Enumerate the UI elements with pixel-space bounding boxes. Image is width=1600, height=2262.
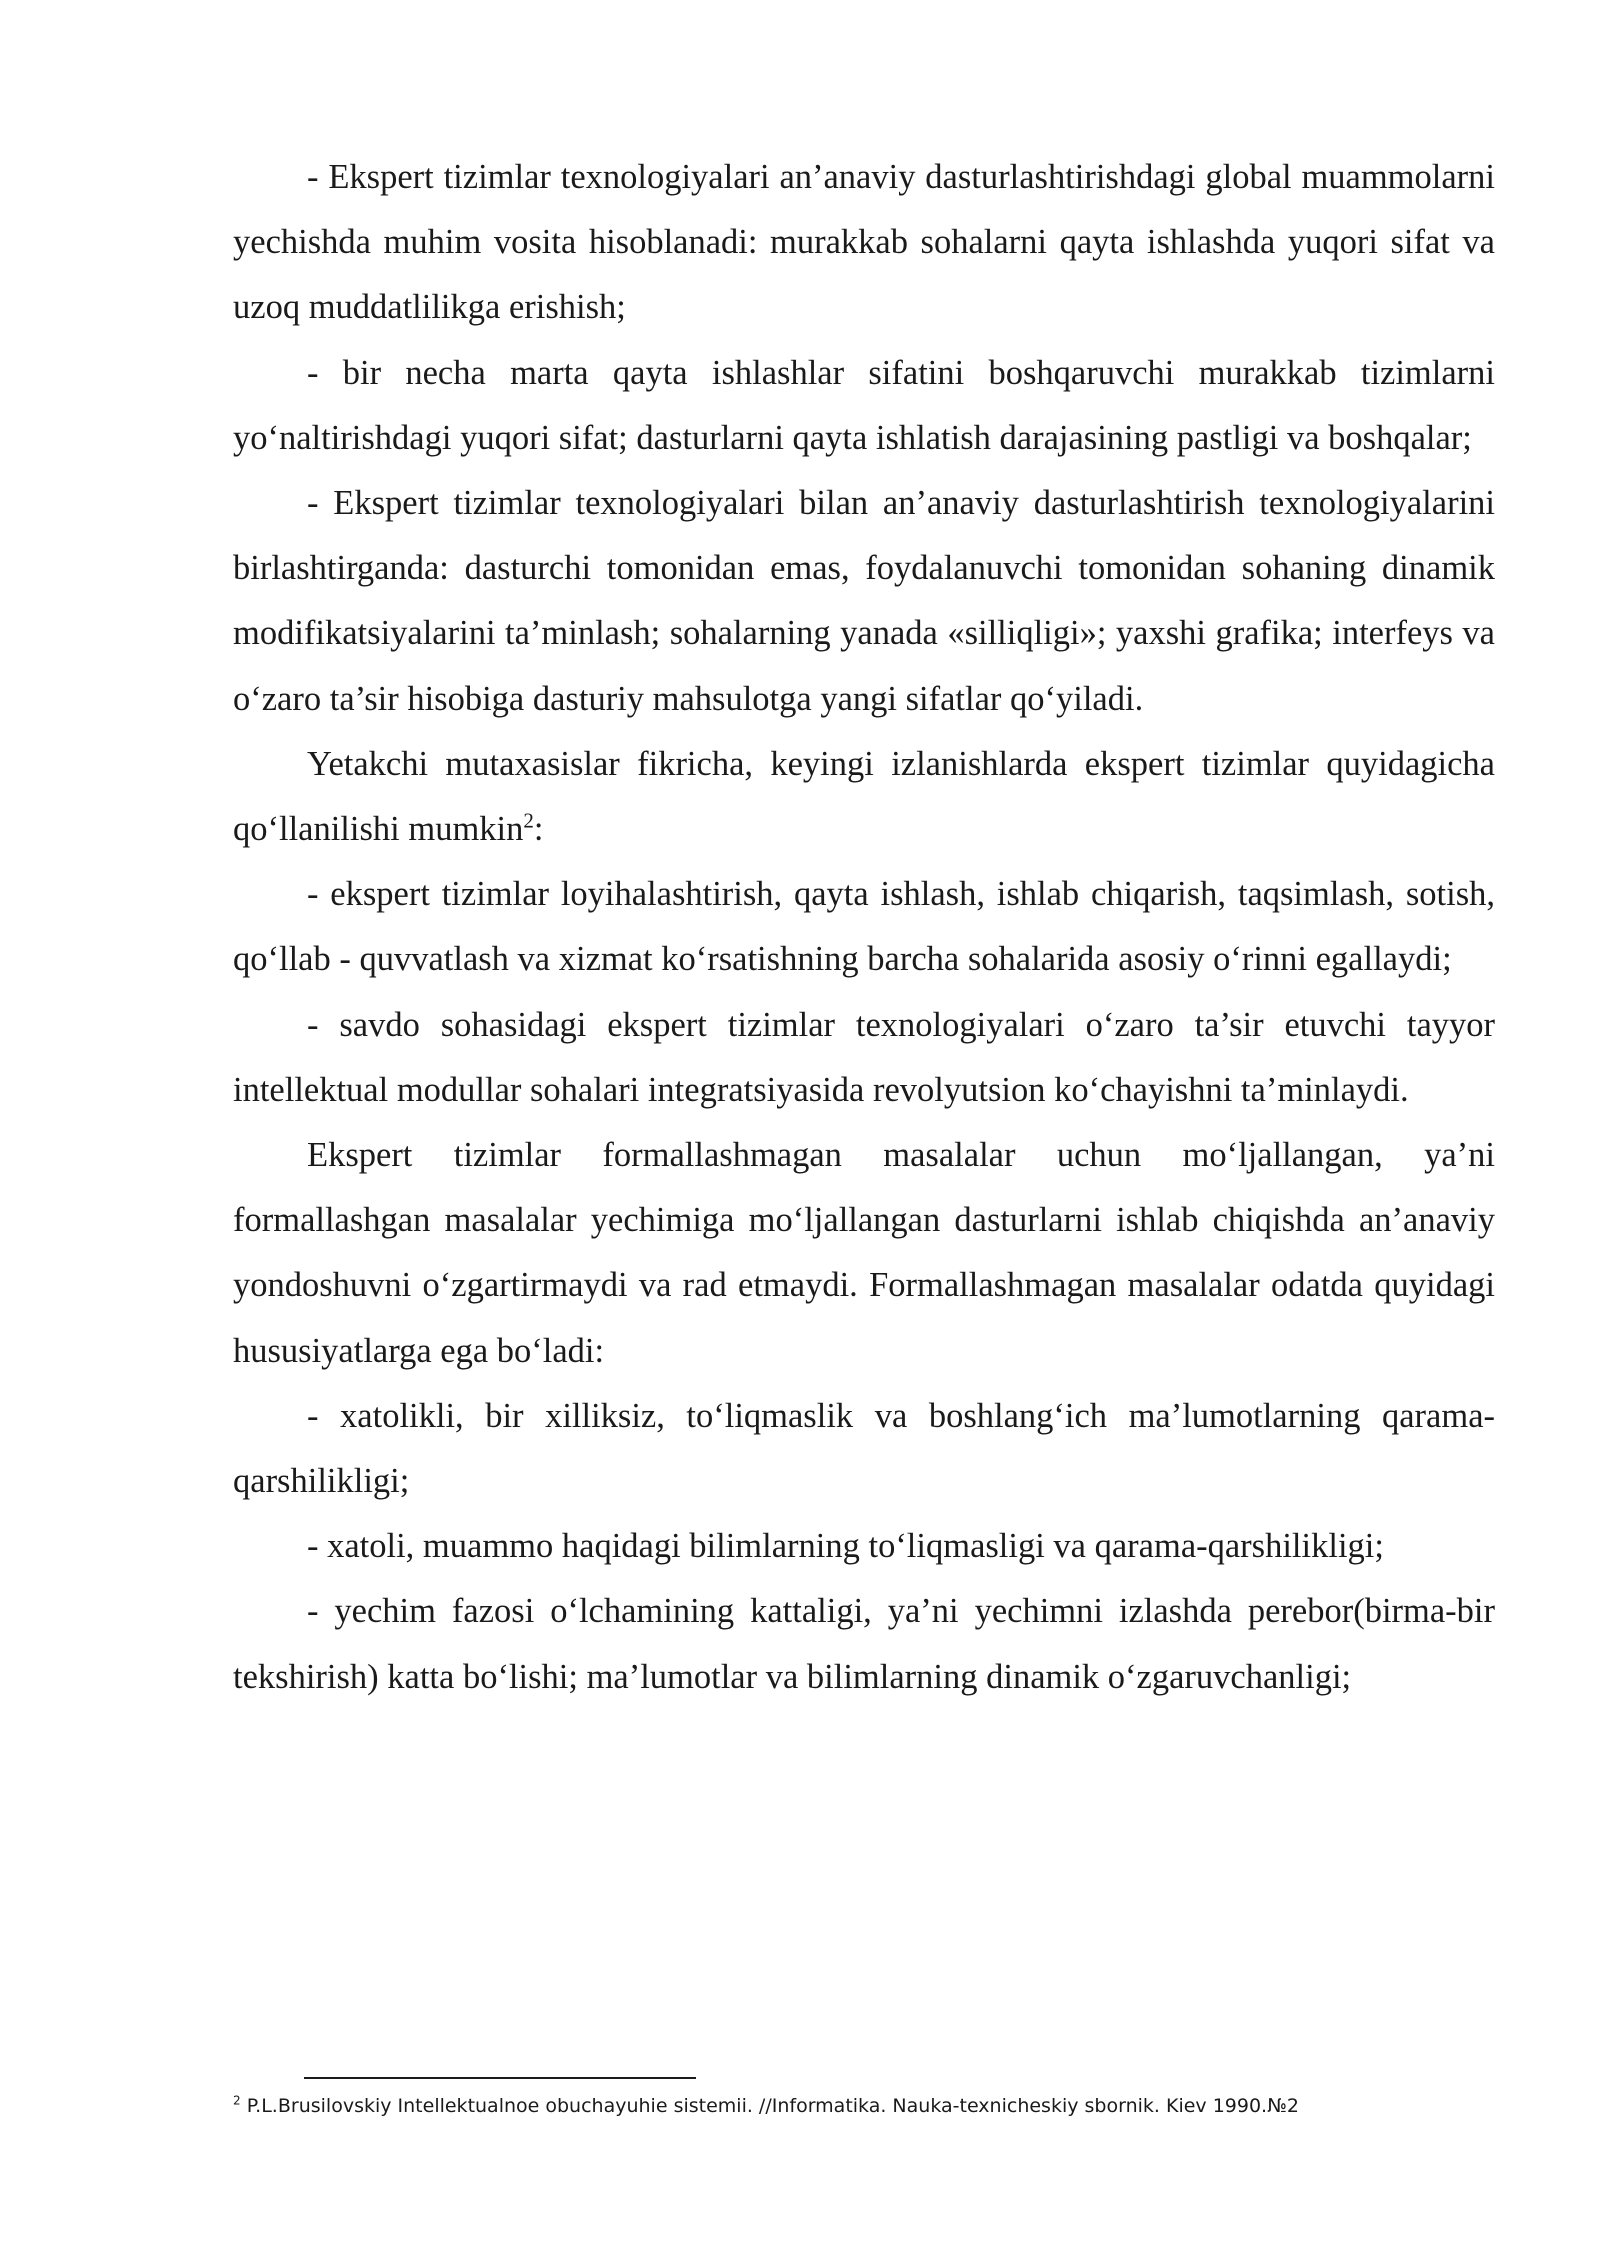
paragraph-4 <box>233 732 1495 862</box>
paragraph-7: Ekspert tizimlar formallashmagan masalalar uchun mo‘ljallangan, ya’ni formallashgan masalalar yechimiga mo‘ljallangan dasturlarni ishlab chiqishda an’anaviy yondoshuvni o‘zgartirmaydi va rad etmaydi. Formallashmagan masalalar odatda quyidagi hususiyatlarga ega bo‘ladi: <box>233 1136 1495 1370</box>
paragraph-5: - ekspert tizimlar loyihalashtirish, qayta ishlash, ishlab chiqarish, taqsimlash, sotish, qo‘llab - quvvatlash va xizmat ko‘rsatishning barcha sohalarida asosiy o‘rinni egallaydi; <box>233 875 1495 979</box>
footnote-text: P.L.Brusilovskiy Intellektualnoe obuchayuhie sistemii. //Informatika. Nauka-texnicheskiy sbornik. Kiev 1990.№2 <box>246 2095 1299 2117</box>
paragraph-6: - savdo sohasidagi ekspert tizimlar texnologiyalari o‘zaro ta’sir etuvchi tayyor intellektual modullar sohalari integratsiyasida revolyutsion ko‘chayishni ta’minlaydi. <box>233 1005 1495 1109</box>
footnote-number: 2 <box>233 2093 241 2108</box>
footnote-separator <box>304 2077 696 2079</box>
paragraph-9: - xatoli, muammo haqidagi bilimlarning to‘liqmasligi va qarama-qarshilikligi; <box>307 1527 1384 1566</box>
paragraph-4-text: Yetakchi mutaxasislar fikricha, keyingi izlanishlarda ekspert tizimlar quyidagicha qo‘llanilishi mumkin <box>233 744 1495 849</box>
footnote-reference[interactable]: 2 <box>523 808 534 833</box>
paragraph-4-colon: : <box>533 810 544 849</box>
paragraph-2: - bir necha marta qayta ishlashlar sifatini boshqaruvchi murakkab tizimlarni yo‘naltirishdagi yuqori sifat; dasturlarni qayta ishlatish darajasining pastligi va boshqalar; <box>233 353 1495 457</box>
body-text <box>233 145 1495 1710</box>
footnote <box>233 2093 1533 2119</box>
paragraph-8: - xatolikli, bir xilliksiz, to‘liqmaslik va boshlang‘ich ma’lumotlarning qarama-qarshilikligi; <box>233 1396 1495 1501</box>
paragraph-3: - Ekspert tizimlar texnologiyalari bilan an’anaviy dasturlashtirish texnologiyalarini birlashtirganda: dasturchi tomonidan emas, foydalanuvchi tomonidan sohaning dinamik modifikatsiyalarini ta’minlash; sohalarning yanada «silliqligi»; yaxshi grafika; interfeys va o‘zaro ta’sir hisobiga dasturiy mahsulotga yangi sifatlar qo‘yiladi. <box>233 484 1495 718</box>
paragraph-10: - yechim fazosi o‘lchamining kattaligi, ya’ni yechimni izlashda perebor(birma-bir tekshirish) katta bo‘lishi; ma’lumotlar va bilimlarning dinamik o‘zgaruvchanligi; <box>233 1592 1495 1696</box>
paragraph-1: - Ekspert tizimlar texnologiyalari an’anaviy dasturlashtirishdagi global muammolarni yechishda muhim vosita hisoblanadi: murakkab sohalarni qayta ishlashda yuqori sifat va uzoq muddatlilikga erishish; <box>233 158 1495 327</box>
